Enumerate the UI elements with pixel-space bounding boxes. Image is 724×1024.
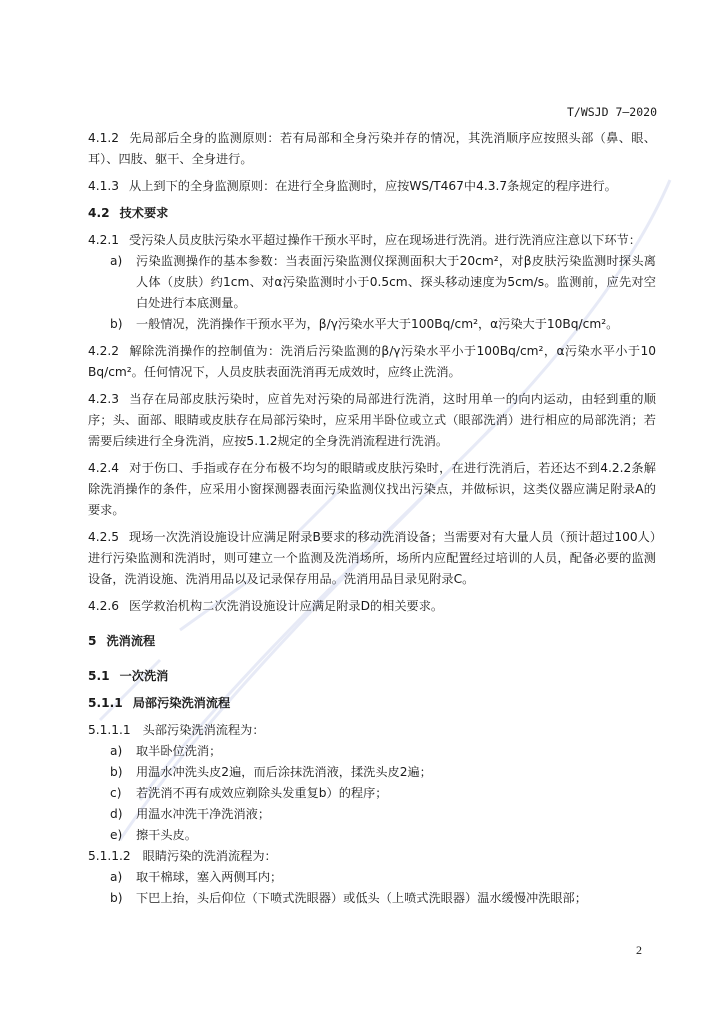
list-text: 取半卧位洗消； bbox=[136, 744, 222, 758]
list-marker: c) bbox=[110, 786, 122, 800]
clause-text: 对于伤口、手指或存在分布极不均匀的眼睛或皮肤污染时，在进行洗消后，若还达不到4.2.2条解除洗消操作的条件，应采用小窗探测器表面污染监测仪找出污染点，并做标识，这类仪器应满足附录A的要求。 bbox=[88, 461, 656, 517]
list-marker: e) bbox=[110, 828, 123, 842]
heading-4-2 bbox=[88, 203, 656, 224]
heading-title: 局部污染洗消流程 bbox=[132, 696, 231, 710]
heading-5 bbox=[88, 631, 656, 652]
clause-4-2-1 bbox=[88, 230, 656, 251]
list-item bbox=[88, 314, 656, 335]
list-text: 下巴上抬，头后仰位（下喷式洗眼器）或低头（上喷式洗眼器）温水缓慢冲洗眼部； bbox=[136, 891, 587, 905]
document-code: T/WSJD 7—2020 bbox=[566, 105, 657, 119]
clause-4-1-2 bbox=[88, 128, 656, 170]
clause-4-2-3 bbox=[88, 389, 656, 452]
clause-number: 4.2.5 bbox=[88, 530, 120, 544]
list-text: 用温水冲洗干净洗消液； bbox=[136, 807, 271, 821]
clause-number: 4.2.1 bbox=[88, 233, 120, 247]
clause-5-1-1-1 bbox=[88, 720, 656, 741]
clause-number: 4.2.6 bbox=[88, 599, 120, 613]
list-item bbox=[88, 762, 656, 783]
list-marker: d) bbox=[110, 807, 123, 821]
clause-number: 4.2.3 bbox=[88, 392, 120, 406]
clause-text: 头部污染洗消流程为： bbox=[142, 723, 265, 737]
list-item bbox=[88, 783, 656, 804]
clause-text: 现场一次洗消设施设计应满足附录B要求的移动洗消设备；当需要对有大量人员（预计超过100人）进行污染监测和洗消时，则可建立一个监测及洗消场所，场所内应配置经过培训的人员，配备必要的监测设备，洗消设施、洗消用品以及记录保存用品。洗消用品目录见附录C。 bbox=[88, 530, 656, 586]
clause-4-1-3 bbox=[88, 176, 656, 197]
clause-number: 4.2.4 bbox=[88, 461, 120, 475]
clause-4-2-5 bbox=[88, 527, 656, 590]
list-item bbox=[88, 825, 656, 846]
clause-number: 5.1.1.2 bbox=[88, 849, 131, 863]
list-item bbox=[88, 888, 656, 909]
heading-number: 5.1.1 bbox=[88, 696, 123, 710]
list-item bbox=[88, 804, 656, 825]
clause-4-2-4 bbox=[88, 458, 656, 521]
clause-text: 先局部后全身的监测原则：若有局部和全身污染并存的情况，其洗消顺序应按照头部（鼻、眼、耳）、四肢、躯干、全身进行。 bbox=[88, 131, 656, 166]
clause-text: 受污染人员皮肤污染水平超过操作干预水平时，应在现场进行洗消。进行洗消应注意以下环节： bbox=[129, 233, 641, 247]
heading-number: 5.1 bbox=[88, 669, 110, 683]
clause-text: 当存在局部皮肤污染时，应首先对污染的局部进行洗消，这时用单一的向内运动，由轻到重的顺序；头、面部、眼睛或皮肤存在局部污染时，应采用半卧位或立式（眼部洗消）进行相应的局部洗消；若需要后续进行全身洗消，应按5.1.2规定的全身洗消流程进行洗消。 bbox=[88, 392, 656, 448]
list-marker: a) bbox=[110, 254, 123, 268]
list-text: 擦干头皮。 bbox=[136, 828, 197, 842]
clause-text: 医学救治机构二次洗消设施设计应满足附录D的相关要求。 bbox=[129, 599, 444, 613]
heading-title: 技术要求 bbox=[119, 206, 169, 220]
page-number: 2 bbox=[636, 943, 642, 957]
list-marker: b) bbox=[110, 765, 123, 779]
heading-5-1-1 bbox=[88, 693, 656, 714]
document-body bbox=[88, 128, 656, 909]
list-marker: b) bbox=[110, 317, 123, 331]
heading-title: 一次洗消 bbox=[119, 669, 169, 683]
clause-text: 眼睛污染的洗消流程为： bbox=[142, 849, 277, 863]
list-marker: a) bbox=[110, 744, 123, 758]
list-item bbox=[88, 867, 656, 888]
clause-number: 4.1.3 bbox=[88, 179, 120, 193]
list-text: 取干棉球，塞入两侧耳内； bbox=[136, 870, 283, 884]
list-text: 污染监测操作的基本参数：当表面污染监测仪探测面积大于20cm²，对β皮肤污染监测时探头离人体（皮肤）约1cm、对α污染监测时小于0.5cm、探头移动速度为5cm/s。监测前，应先对空白处进行本底测量。 bbox=[136, 254, 656, 310]
list-text: 用温水冲洗头皮2遍，而后涂抹洗消液，揉洗头皮2遍； bbox=[136, 765, 432, 779]
heading-number: 4.2 bbox=[88, 206, 110, 220]
list-item bbox=[88, 251, 656, 314]
list-marker: a) bbox=[110, 870, 123, 884]
list-text: 若洗消不再有成效应剃除头发重复b）的程序； bbox=[136, 786, 388, 800]
list-marker: b) bbox=[110, 891, 123, 905]
clause-4-2-6 bbox=[88, 596, 656, 617]
clause-number: 4.2.2 bbox=[88, 344, 120, 358]
heading-number: 5 bbox=[88, 634, 97, 648]
list-text: 一般情况，洗消操作干预水平为，β/γ污染水平大于100Bq/cm²，α污染大于10Bq/cm²。 bbox=[136, 317, 619, 331]
clause-4-2-2 bbox=[88, 341, 656, 383]
heading-title: 洗消流程 bbox=[106, 634, 156, 648]
clause-5-1-1-2 bbox=[88, 846, 656, 867]
clause-number: 5.1.1.1 bbox=[88, 723, 131, 737]
list-item bbox=[88, 741, 656, 762]
clause-text: 解除洗消操作的控制值为：洗消后污染监测的β/γ污染水平小于100Bq/cm²，α污染水平小于10 Bq/cm²。任何情况下，人员皮肤表面洗消再无成效时，应终止洗消。 bbox=[88, 344, 656, 379]
clause-number: 4.1.2 bbox=[88, 131, 120, 145]
heading-5-1 bbox=[88, 666, 656, 687]
clause-text: 从上到下的全身监测原则：在进行全身监测时，应按WS/T467中4.3.7条规定的程序进行。 bbox=[129, 179, 617, 193]
